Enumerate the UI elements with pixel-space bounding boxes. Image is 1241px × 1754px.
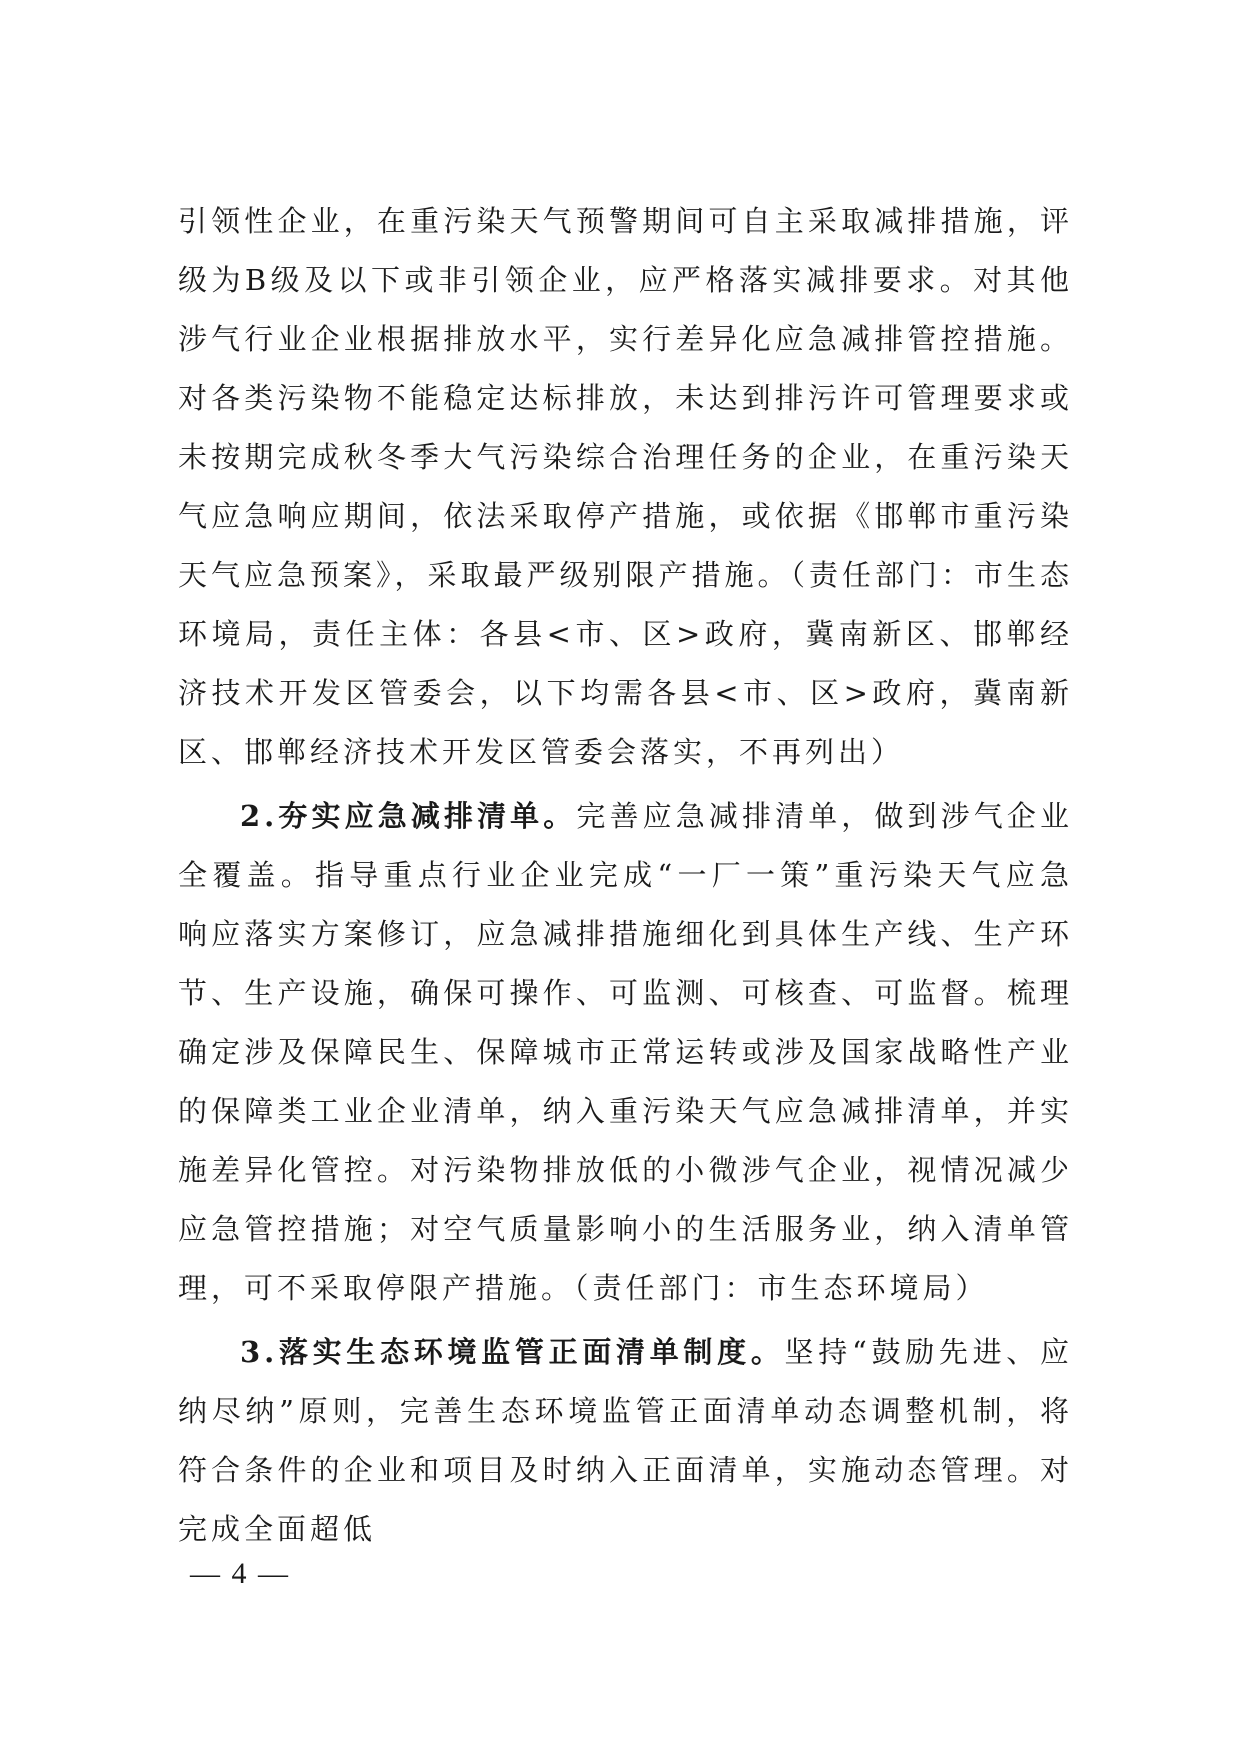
paragraph-emission-list <box>178 787 1073 1318</box>
document-body <box>178 192 1073 1559</box>
paragraph-3-text: 坚持“鼓励先进、应纳尽纳”原则，完善生态环境监管正面清单动态调整机制，将符合条件的企业和项目及时纳入正面清单，实施动态管理。对完成全面超低 <box>178 1335 1074 1546</box>
paragraph-continuation <box>178 192 1073 782</box>
paragraph-2-heading: 2.夯实应急减排清单。 <box>240 799 577 833</box>
paragraph-3-heading: 3.落实生态环境监管正面清单制度。 <box>240 1335 785 1369</box>
page-number: — 4 — <box>190 1557 290 1590</box>
paragraph-1-text: 引领性企业，在重污染天气预警期间可自主采取减排措施，评级为B级及以下或非引领企业，应严格落实减排要求。对其他涉气行业企业根据排放水平，实行差异化应急减排管控措施。对各类污染物不能稳定达标排放，未达到排污许可管理要求或未按期完成秋冬季大气污染综合治理任务的企业，在重污染天气应急响应期间，依法采取停产措施，或依据《邯郸市重污染天气应急预案》，采取最严级别限产措施。（责任部门：市生态环境局，责任主体：各县<市、区>政府，冀南新区、邯郸经济技术开发区管委会，以下均需各县<市、区>政府，冀南新区、邯郸经济技术开发区管委会落实，不再列出） <box>178 204 1074 769</box>
paragraph-positive-list <box>178 1323 1073 1559</box>
paragraph-2-text: 完善应急减排清单，做到涉气企业全覆盖。指导重点行业企业完成“一厂一策”重污染天气应急响应落实方案修订，应急减排措施细化到具体生产线、生产环节、生产设施，确保可操作、可监测、可核查、可监督。梳理确定涉及保障民生、保障城市正常运转或涉及国家战略性产业的保障类工业企业清单，纳入重污染天气应急减排清单，并实施差异化管控。对污染物排放低的小微涉气企业，视情况减少应急管控措施；对空气质量影响小的生活服务业，纳入清单管理，可不采取停限产措施。（责任部门：市生态环境局） <box>178 799 1073 1305</box>
